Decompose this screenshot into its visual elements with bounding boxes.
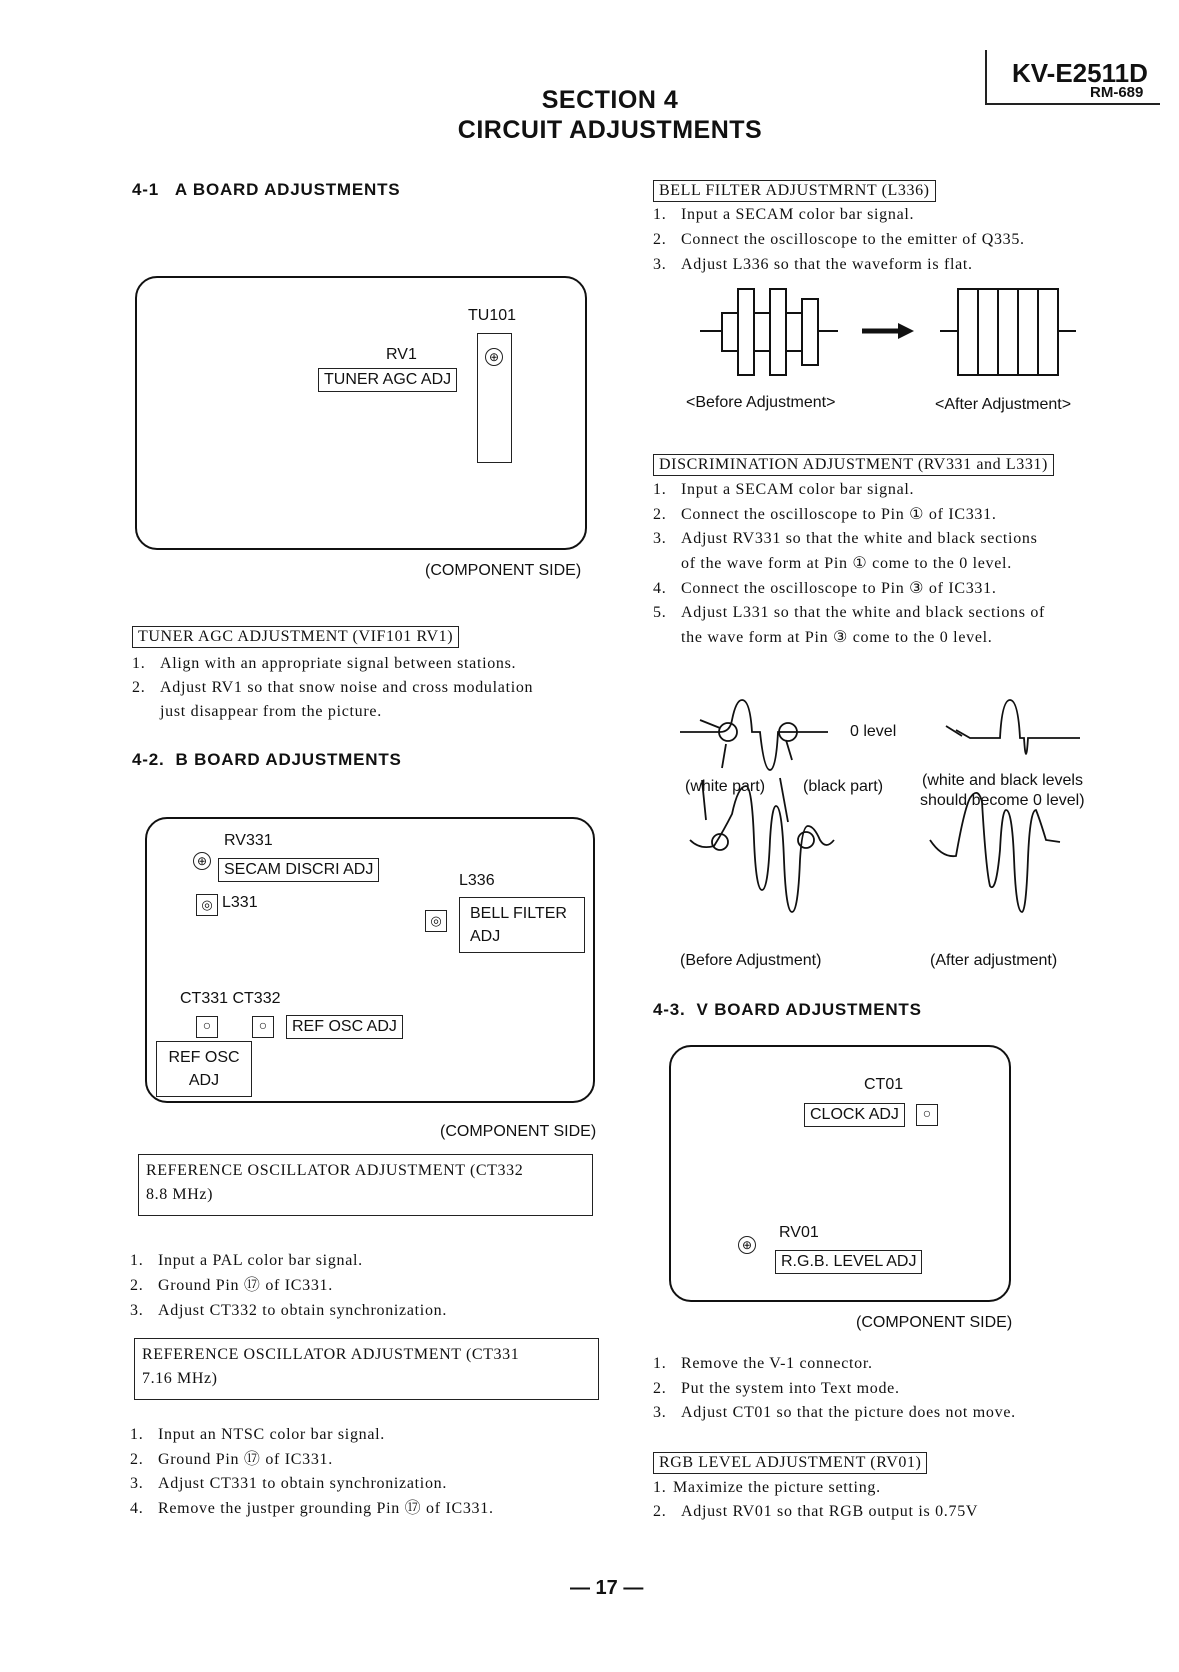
model-underline: [985, 103, 1160, 105]
page-number: — 17 —: [570, 1577, 644, 1599]
bell-waveform-diagram: [700, 285, 1100, 390]
rv331-trimmer-icon: ⊕: [193, 852, 211, 870]
bell-filter-adj-line1: BELL FILTER: [470, 905, 567, 922]
rgb-level-adj-label: R.G.B. LEVEL ADJ: [775, 1250, 922, 1274]
section-number: SECTION 4: [541, 86, 679, 114]
discri-step-2: 2. Connect the oscilloscope to Pin ① of IC331.: [653, 506, 997, 523]
rgb-step-2: 2. Adjust RV01 so that RGB output is 0.75V: [653, 1503, 979, 1520]
discri-step-3-cont: of the wave form at Pin ① come to the 0 level.: [681, 555, 1012, 572]
ref-osc-line2: ADJ: [188, 1072, 220, 1089]
v-step-2: 2. Put the system into Text mode.: [653, 1380, 900, 1397]
ref1-step-3: 3. Adjust CT332 to obtain synchronization.: [130, 1302, 448, 1319]
levels-note-line2: should become 0 level): [920, 792, 1085, 809]
ct331-trimmer-icon: ○: [196, 1016, 218, 1038]
discri-step-4: 4. Connect the oscilloscope to Pin ③ of IC331.: [653, 580, 997, 597]
ref-osc-adj-label: REF OSC ADJ: [286, 1015, 403, 1039]
remote-number: RM-689: [1090, 84, 1144, 101]
discri-step-1: 1. Input a SECAM color bar signal.: [653, 481, 915, 498]
zero-level-label: 0 level: [850, 723, 897, 740]
tu101-label: TU101: [468, 307, 517, 324]
bell-filter-adj-line2: ADJ: [470, 928, 501, 945]
rv331-label: RV331: [224, 832, 273, 849]
v-board-heading: 4-3. V BOARD ADJUSTMENTS: [653, 1000, 922, 1019]
tuner-agc-adjustment-title: TUNER AGC ADJUSTMENT (VIF101 RV1): [132, 626, 459, 648]
model-block: [985, 50, 987, 104]
bell-after-label: <After Adjustment>: [935, 396, 1072, 413]
secam-discri-adj-label: SECAM DISCRI ADJ: [218, 858, 379, 882]
ref1-step-2: 2. Ground Pin ⑰ of IC331.: [130, 1277, 333, 1294]
discri-after-label: (After adjustment): [930, 952, 1058, 969]
ref2-step-3: 3. Adjust CT331 to obtain synchronization.: [130, 1475, 448, 1492]
bell-step-1: 1. Input a SECAM color bar signal.: [653, 206, 915, 223]
tuner-step-2: 2. Adjust RV1 so that snow noise and cross modulation: [132, 679, 534, 696]
discri-step-5: 5. Adjust L331 so that the white and black sections of: [653, 604, 1046, 621]
b-board-heading: 4-2. B BOARD ADJUSTMENTS: [132, 750, 402, 769]
bell-step-2: 2. Connect the oscilloscope to the emitter of Q335.: [653, 231, 1025, 248]
ref1-step-1: 1. Input a PAL color bar signal.: [130, 1252, 363, 1269]
bell-filter-adjustment-title: BELL FILTER ADJUSTMRNT (L336): [653, 180, 936, 202]
clock-adj-label: CLOCK ADJ: [804, 1103, 905, 1127]
v-step-1: 1. Remove the V-1 connector.: [653, 1355, 873, 1372]
l336-label: L336: [459, 872, 495, 889]
bell-filter-adj-label: [459, 897, 585, 953]
black-part-label: (black part): [803, 778, 884, 795]
ref-osc-ct331-title: REFERENCE OSCILLATOR ADJUSTMENT (CT331 7.16 MHz): [134, 1338, 599, 1400]
a-board-diagram: [135, 276, 587, 550]
l336-coil-icon: ◎: [425, 910, 447, 932]
levels-note-line1: (white and black levels: [922, 772, 1083, 789]
v-step-3: 3. Adjust CT01 so that the picture does not move.: [653, 1404, 1016, 1421]
rv1-trimmer-icon: ⊕: [485, 348, 503, 366]
ct01-trimmer-icon: ○: [916, 1104, 938, 1126]
rv01-trimmer-icon: ⊕: [738, 1236, 756, 1254]
ref2-step-1: 1. Input an NTSC color bar signal.: [130, 1426, 385, 1443]
b-component-side: (COMPONENT SIDE): [440, 1123, 597, 1140]
bell-before-label: <Before Adjustment>: [686, 394, 836, 411]
v-component-side: (COMPONENT SIDE): [856, 1314, 1013, 1331]
rgb-level-adjustment-title: RGB LEVEL ADJUSTMENT (RV01): [653, 1452, 927, 1474]
rv1-label: RV1: [386, 346, 417, 363]
white-part-label: (white part): [685, 778, 766, 795]
model-number: KV-E2511D: [1012, 58, 1148, 88]
bell-step-3: 3. Adjust L336 so that the waveform is flat.: [653, 256, 973, 273]
rv01-label: RV01: [779, 1224, 819, 1241]
discri-step-5-cont: the wave form at Pin ③ come to the 0 level.: [681, 629, 993, 646]
ct332-trimmer-icon: ○: [252, 1016, 274, 1038]
discrimination-adjustment-title: DISCRIMINATION ADJUSTMENT (RV331 and L331): [653, 454, 1054, 476]
l331-coil-icon: ◎: [196, 894, 218, 916]
discri-step-3: 3. Adjust RV331 so that the white and black sections: [653, 530, 1038, 547]
ref-osc-ct332-title: REFERENCE OSCILLATOR ADJUSTMENT (CT332 8.8 MHz): [138, 1154, 593, 1216]
ref2-step-4: 4. Remove the justper grounding Pin ⑰ of IC331.: [130, 1500, 494, 1517]
ref-osc-adj-box: [156, 1041, 252, 1097]
rgb-step-1: 1. Maximize the picture setting.: [653, 1479, 881, 1496]
a-board-heading: 4-1 A BOARD ADJUSTMENTS: [132, 180, 401, 199]
l331-label: L331: [222, 894, 258, 911]
ct01-label: CT01: [864, 1076, 904, 1093]
page-title: CIRCUIT ADJUSTMENTS: [457, 116, 763, 144]
tuner-step-1: 1. Align with an appropriate signal between stations.: [132, 655, 517, 672]
discri-before-label: (Before Adjustment): [680, 952, 822, 969]
ct331-ct332-label: CT331 CT332: [180, 990, 281, 1007]
tuner-agc-adj-label: TUNER AGC ADJ: [318, 368, 457, 392]
tuner-step-2-cont: just disappear from the picture.: [160, 703, 382, 720]
ref2-step-2: 2. Ground Pin ⑰ of IC331.: [130, 1451, 333, 1468]
ref-osc-line1: REF OSC: [168, 1049, 240, 1066]
a-component-side: (COMPONENT SIDE): [425, 562, 582, 579]
